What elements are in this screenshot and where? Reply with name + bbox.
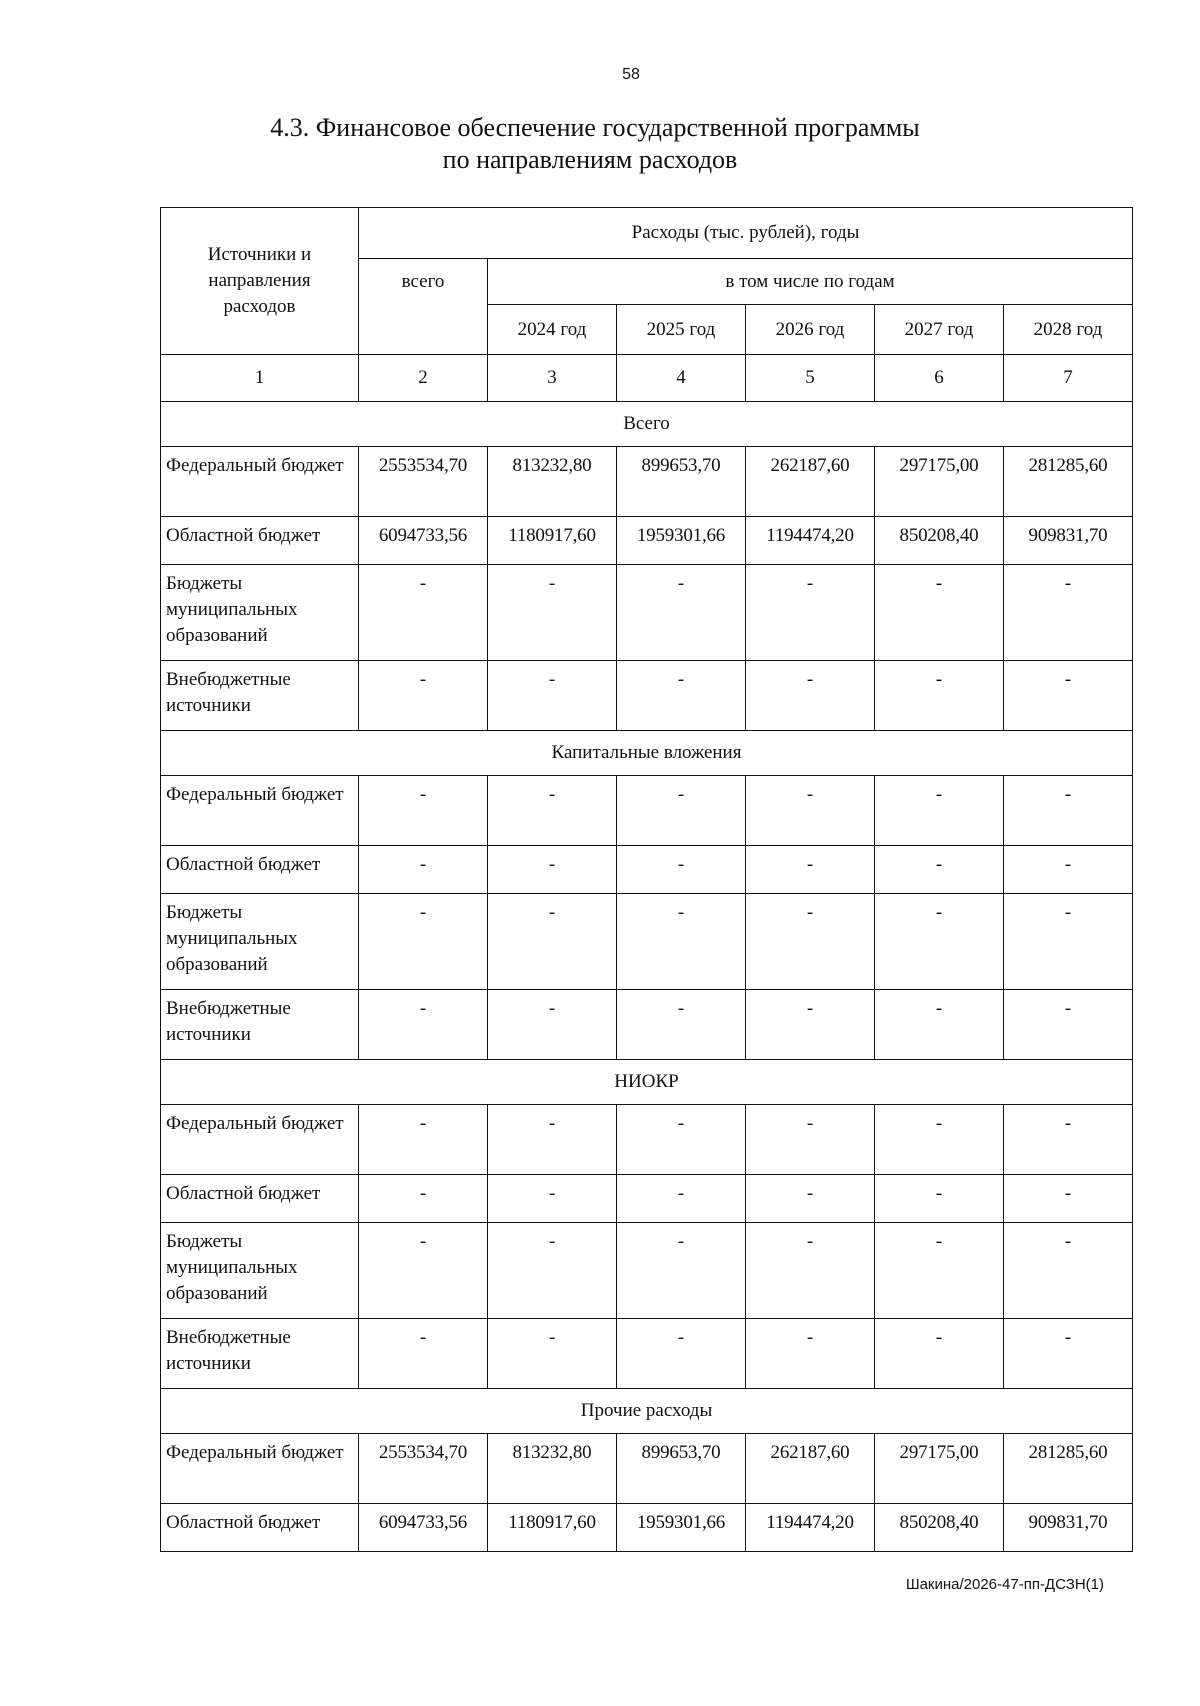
value-cell: 1959301,66 bbox=[617, 1504, 746, 1552]
value-cell: - bbox=[359, 1105, 488, 1175]
value-cell: - bbox=[617, 894, 746, 990]
value-cell: - bbox=[359, 1175, 488, 1223]
value-cell: - bbox=[617, 1319, 746, 1389]
value-cell: - bbox=[488, 1319, 617, 1389]
value-cell: - bbox=[359, 894, 488, 990]
page-title bbox=[100, 112, 1100, 176]
row-source: Федеральный бюджет bbox=[161, 776, 359, 846]
value-cell: 1194474,20 bbox=[746, 517, 875, 565]
section-title: Капитальные вложения bbox=[161, 731, 1133, 776]
value-cell: 281285,60 bbox=[1004, 1434, 1133, 1504]
value-cell: - bbox=[617, 990, 746, 1060]
section-row bbox=[161, 1389, 1133, 1434]
row-source: Федеральный бюджет bbox=[161, 447, 359, 517]
table-row bbox=[161, 661, 1133, 731]
value-cell: - bbox=[488, 846, 617, 894]
value-cell: 813232,80 bbox=[488, 1434, 617, 1504]
value-cell: 813232,80 bbox=[488, 447, 617, 517]
value-cell: - bbox=[1004, 1223, 1133, 1319]
value-cell: - bbox=[746, 1223, 875, 1319]
value-cell: - bbox=[359, 661, 488, 731]
value-cell: - bbox=[746, 661, 875, 731]
value-cell: 281285,60 bbox=[1004, 447, 1133, 517]
row-source: Областной бюджет bbox=[161, 846, 359, 894]
row-source: Областной бюджет bbox=[161, 1504, 359, 1552]
column-number: 6 bbox=[875, 355, 1004, 402]
value-cell: - bbox=[746, 990, 875, 1060]
value-cell: - bbox=[617, 1175, 746, 1223]
value-cell: 297175,00 bbox=[875, 447, 1004, 517]
value-cell: - bbox=[1004, 776, 1133, 846]
header-expenses: Расходы (тыс. рублей), годы bbox=[359, 208, 1133, 259]
value-cell: - bbox=[488, 661, 617, 731]
value-cell: 6094733,56 bbox=[359, 517, 488, 565]
value-cell: - bbox=[875, 661, 1004, 731]
table-row bbox=[161, 1223, 1133, 1319]
value-cell: - bbox=[488, 1175, 617, 1223]
row-source: Областной бюджет bbox=[161, 1175, 359, 1223]
value-cell: 262187,60 bbox=[746, 447, 875, 517]
value-cell: - bbox=[488, 1105, 617, 1175]
value-cell: - bbox=[875, 1105, 1004, 1175]
header-sources: Источники и направления расходов bbox=[161, 208, 359, 355]
section-title: Прочие расходы bbox=[161, 1389, 1133, 1434]
row-source: Областной бюджет bbox=[161, 517, 359, 565]
column-number: 2 bbox=[359, 355, 488, 402]
value-cell: - bbox=[359, 846, 488, 894]
value-cell: - bbox=[359, 990, 488, 1060]
table-row bbox=[161, 517, 1133, 565]
row-source: Бюджеты муниципальных образований bbox=[161, 565, 359, 661]
table-row bbox=[161, 1319, 1133, 1389]
table-row bbox=[161, 1105, 1133, 1175]
table-row bbox=[161, 1434, 1133, 1504]
table-row bbox=[161, 990, 1133, 1060]
value-cell: 2553534,70 bbox=[359, 447, 488, 517]
value-cell: - bbox=[1004, 661, 1133, 731]
value-cell: - bbox=[1004, 990, 1133, 1060]
row-source: Внебюджетные источники bbox=[161, 1319, 359, 1389]
row-source: Бюджеты муниципальных образований bbox=[161, 1223, 359, 1319]
table-row bbox=[161, 1504, 1133, 1552]
value-cell: - bbox=[488, 990, 617, 1060]
header-total: всего bbox=[359, 259, 488, 355]
table-row bbox=[161, 447, 1133, 517]
value-cell: - bbox=[488, 1223, 617, 1319]
section-title: Всего bbox=[161, 402, 1133, 447]
footer-note: Шакина/2026-47-пп-ДСЗН(1) bbox=[905, 1576, 1104, 1593]
table-row bbox=[161, 846, 1133, 894]
value-cell: - bbox=[617, 1105, 746, 1175]
value-cell: - bbox=[875, 990, 1004, 1060]
value-cell: - bbox=[746, 1105, 875, 1175]
value-cell: 6094733,56 bbox=[359, 1504, 488, 1552]
table-row bbox=[161, 776, 1133, 846]
title-line-2: по направлениям расходов bbox=[442, 145, 738, 174]
value-cell: - bbox=[746, 1175, 875, 1223]
value-cell: - bbox=[617, 846, 746, 894]
column-number: 3 bbox=[488, 355, 617, 402]
value-cell: - bbox=[617, 565, 746, 661]
value-cell: - bbox=[617, 661, 746, 731]
header-year: 2026 год bbox=[746, 305, 875, 355]
row-source: Внебюджетные источники bbox=[161, 661, 359, 731]
value-cell: 899653,70 bbox=[617, 447, 746, 517]
value-cell: - bbox=[488, 565, 617, 661]
page-number: 58 bbox=[622, 66, 640, 83]
value-cell: 1180917,60 bbox=[488, 1504, 617, 1552]
row-source: Федеральный бюджет bbox=[161, 1434, 359, 1504]
value-cell: - bbox=[875, 894, 1004, 990]
value-cell: 850208,40 bbox=[875, 517, 1004, 565]
section-row bbox=[161, 402, 1133, 447]
header-by-years: в том числе по годам bbox=[488, 259, 1133, 305]
row-source: Федеральный бюджет bbox=[161, 1105, 359, 1175]
value-cell: - bbox=[1004, 1175, 1133, 1223]
value-cell: - bbox=[746, 894, 875, 990]
header-year: 2028 год bbox=[1004, 305, 1133, 355]
row-source: Внебюджетные источники bbox=[161, 990, 359, 1060]
value-cell: 1194474,20 bbox=[746, 1504, 875, 1552]
value-cell: - bbox=[488, 894, 617, 990]
section-row bbox=[161, 1060, 1133, 1105]
value-cell: - bbox=[617, 776, 746, 846]
value-cell: - bbox=[359, 1223, 488, 1319]
value-cell: - bbox=[1004, 1105, 1133, 1175]
column-number: 4 bbox=[617, 355, 746, 402]
value-cell: - bbox=[746, 565, 875, 661]
value-cell: - bbox=[875, 846, 1004, 894]
value-cell: - bbox=[1004, 846, 1133, 894]
header-year: 2025 год bbox=[617, 305, 746, 355]
header-year: 2027 год bbox=[875, 305, 1004, 355]
value-cell: 297175,00 bbox=[875, 1434, 1004, 1504]
column-number: 7 bbox=[1004, 355, 1133, 402]
value-cell: - bbox=[617, 1223, 746, 1319]
value-cell: - bbox=[359, 565, 488, 661]
value-cell: 909831,70 bbox=[1004, 1504, 1133, 1552]
value-cell: 1959301,66 bbox=[617, 517, 746, 565]
section-row bbox=[161, 731, 1133, 776]
value-cell: - bbox=[746, 846, 875, 894]
title-line-1: 4.3. Финансовое обеспечение государственной программы bbox=[270, 113, 920, 142]
table-row bbox=[161, 1175, 1133, 1223]
value-cell: - bbox=[746, 1319, 875, 1389]
value-cell: 1180917,60 bbox=[488, 517, 617, 565]
section-title: НИОКР bbox=[161, 1060, 1133, 1105]
value-cell: - bbox=[1004, 1319, 1133, 1389]
value-cell: - bbox=[488, 776, 617, 846]
value-cell: - bbox=[1004, 894, 1133, 990]
value-cell: - bbox=[875, 565, 1004, 661]
value-cell: - bbox=[875, 1175, 1004, 1223]
value-cell: - bbox=[875, 1223, 1004, 1319]
column-number: 5 bbox=[746, 355, 875, 402]
table-row bbox=[161, 894, 1133, 990]
column-number: 1 bbox=[161, 355, 359, 402]
value-cell: 909831,70 bbox=[1004, 517, 1133, 565]
value-cell: - bbox=[1004, 565, 1133, 661]
value-cell: - bbox=[359, 1319, 488, 1389]
value-cell: - bbox=[875, 776, 1004, 846]
value-cell: 899653,70 bbox=[617, 1434, 746, 1504]
row-source: Бюджеты муниципальных образований bbox=[161, 894, 359, 990]
value-cell: 262187,60 bbox=[746, 1434, 875, 1504]
value-cell: - bbox=[875, 1319, 1004, 1389]
header-year: 2024 год bbox=[488, 305, 617, 355]
finance-table bbox=[160, 207, 1133, 1552]
value-cell: 850208,40 bbox=[875, 1504, 1004, 1552]
value-cell: - bbox=[746, 776, 875, 846]
table-row bbox=[161, 565, 1133, 661]
value-cell: 2553534,70 bbox=[359, 1434, 488, 1504]
value-cell: - bbox=[359, 776, 488, 846]
